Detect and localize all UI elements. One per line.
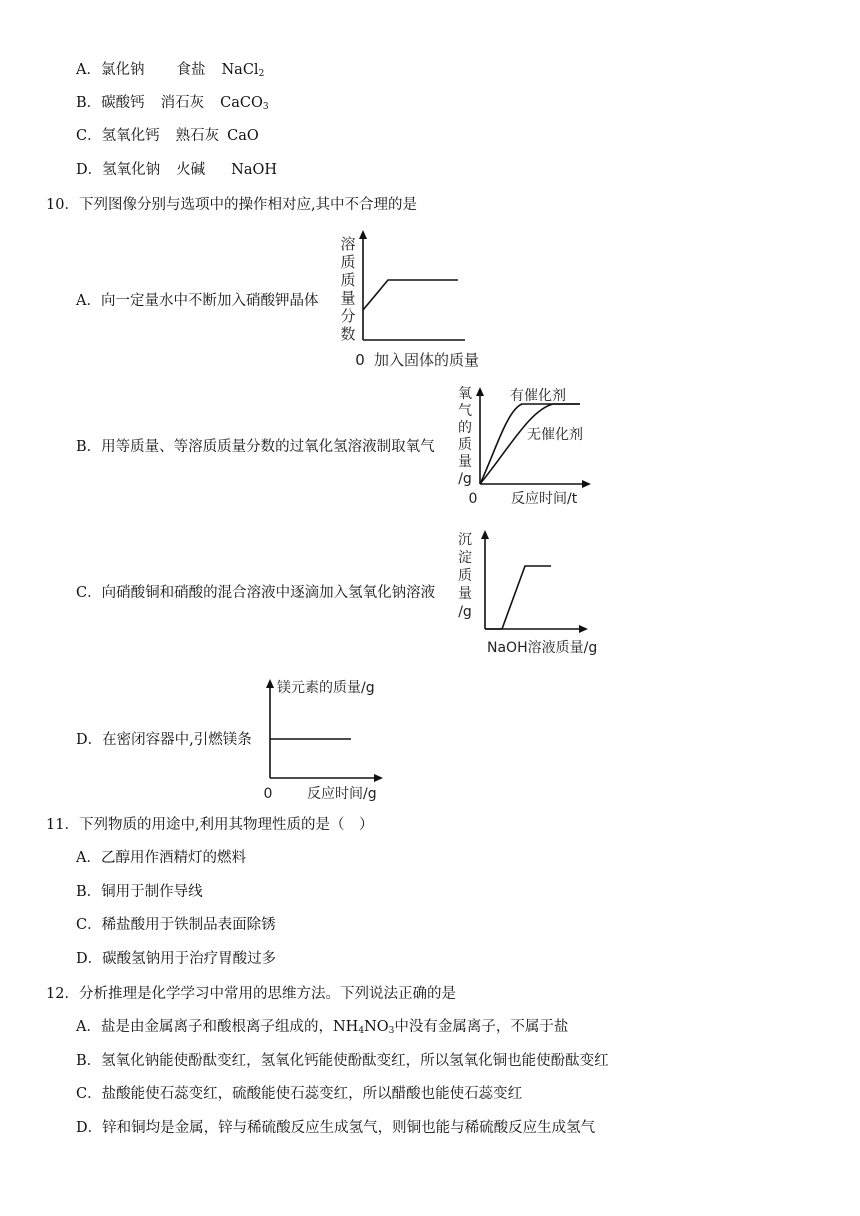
q9-option-d: D．氢氧化钠 火碱 NaOH (76, 162, 278, 178)
graph-b-ylabel-5: 量 (458, 454, 472, 470)
graph-b-curve-with-catalyst (480, 404, 580, 484)
q11-option-a: A．乙醇用作酒精灯的燃料 (76, 850, 246, 866)
graph-c-ylabel-3: 质 (458, 568, 472, 584)
graph-b-label-with-catalyst: 有催化剂 (510, 388, 566, 404)
q12-option-a: A．盐是由金属离子和酸根离子组成的，$NH_4NO_3$中没有金属离子，不属于盐 (76, 1019, 569, 1036)
graph-b-ylabel-6: /g (458, 471, 472, 487)
q9-option-a: A．氯化钠 食盐 NaCl$_2$ (76, 62, 265, 79)
graph-a-ylabel-4: 量 (340, 289, 356, 307)
graph-d-origin: 0 (263, 786, 273, 802)
q10-option-c: C．向硝酸铜和硝酸的混合溶液中逐滴加入氢氧化钠溶液 (76, 585, 436, 601)
graph-b-xlabel: 反应时间/t (511, 491, 578, 507)
q9-option-c: C．氢氧化钙 熟石灰 CaO (76, 128, 259, 144)
q12-option-b: B．氢氧化钠能使酚酞变红，氢氧化钙能使酚酞变红，所以氢氧化铜也能使酚酞变红 (76, 1053, 609, 1069)
graph-a-ylabel-1: 溶 (340, 235, 356, 253)
graph-b-ylabel-1: 氧 (458, 386, 472, 402)
graph-b-origin: 0 (468, 491, 478, 507)
q10-option-b: B．用等质量、等溶质质量分数的过氧化氢溶液制取氧气 (76, 439, 435, 455)
graph-c (455, 525, 625, 660)
graph-a-ylabel-3: 质 (340, 271, 356, 289)
graph-d-xlabel: 反应时间/g (307, 786, 377, 802)
graph-a-curve (363, 280, 458, 310)
graph-c-xlabel: NaOH溶液质量/g (487, 640, 598, 656)
nh4no3-formula: $NH_4NO_3$ (332, 1019, 395, 1036)
q10-stem: 10．下列图像分别与选项中的操作相对应,其中不合理的是 (46, 197, 418, 213)
q12-stem: 12．分析推理是化学学习中常用的思维方法。下列说法正确的是 (46, 986, 456, 1002)
graph-c-ylabel-1: 沉 (458, 532, 472, 548)
q12-option-c: C．盐酸能使石蕊变红，硫酸能使石蕊变红，所以醋酸也能使石蕊变红 (76, 1086, 523, 1102)
q11-stem: 11．下列物质的用途中,利用其物理性质的是（ ） (46, 817, 374, 833)
graph-c-ylabel-4: 量 (458, 586, 472, 602)
q12-option-d: D．锌和铜均是金属，锌与稀硫酸反应生成氢气，则铜也能与稀硫酸反应生成氢气 (76, 1120, 596, 1136)
graph-b-y-arrow (476, 387, 484, 396)
graph-d-x-arrow (374, 774, 383, 782)
q10-option-a: A．向一定量水中不断加入硝酸钾晶体 (76, 293, 319, 309)
graph-a (330, 225, 510, 375)
graph-b-curve-without-catalyst (480, 404, 580, 484)
graph-b (455, 382, 605, 512)
q11-option-b: B．铜用于制作导线 (76, 884, 203, 900)
graph-c-curve (485, 566, 551, 629)
graph-a-ylabel-5: 分 (340, 307, 356, 325)
q11-option-d: D．碳酸氢钠用于治疗胃酸过多 (76, 951, 277, 967)
graph-a-ylabel-2: 质 (340, 253, 356, 271)
q11-option-c: C．稀盐酸用于铁制品表面除锈 (76, 917, 276, 933)
graph-c-x-arrow (579, 625, 588, 633)
graph-b-x-arrow (582, 480, 591, 488)
graph-a-y-arrow (359, 230, 367, 239)
graph-c-ylabel-2: 淀 (458, 550, 472, 566)
graph-b-ylabel-2: 气 (458, 403, 472, 419)
graph-b-label-without-catalyst: 无催化剂 (527, 427, 583, 443)
q10-option-d: D．在密闭容器中,引燃镁条 (76, 732, 252, 748)
q9-option-b: B．碳酸钙 消石灰 CaCO$_3$ (76, 95, 269, 112)
graph-b-ylabel-4: 质 (458, 437, 472, 453)
graph-d-y-arrow (266, 679, 274, 688)
graph-d-ylabel: 镁元素的质量/g (277, 680, 375, 696)
graph-c-y-arrow (481, 530, 489, 539)
graph-a-xlabel: 加入固体的质量 (374, 351, 480, 369)
graph-b-ylabel-3: 的 (458, 420, 472, 436)
graph-a-origin: 0 (355, 351, 365, 369)
graph-d (255, 672, 405, 804)
graph-c-ylabel-5: /g (458, 604, 472, 620)
graph-a-ylabel-6: 数 (340, 325, 356, 343)
